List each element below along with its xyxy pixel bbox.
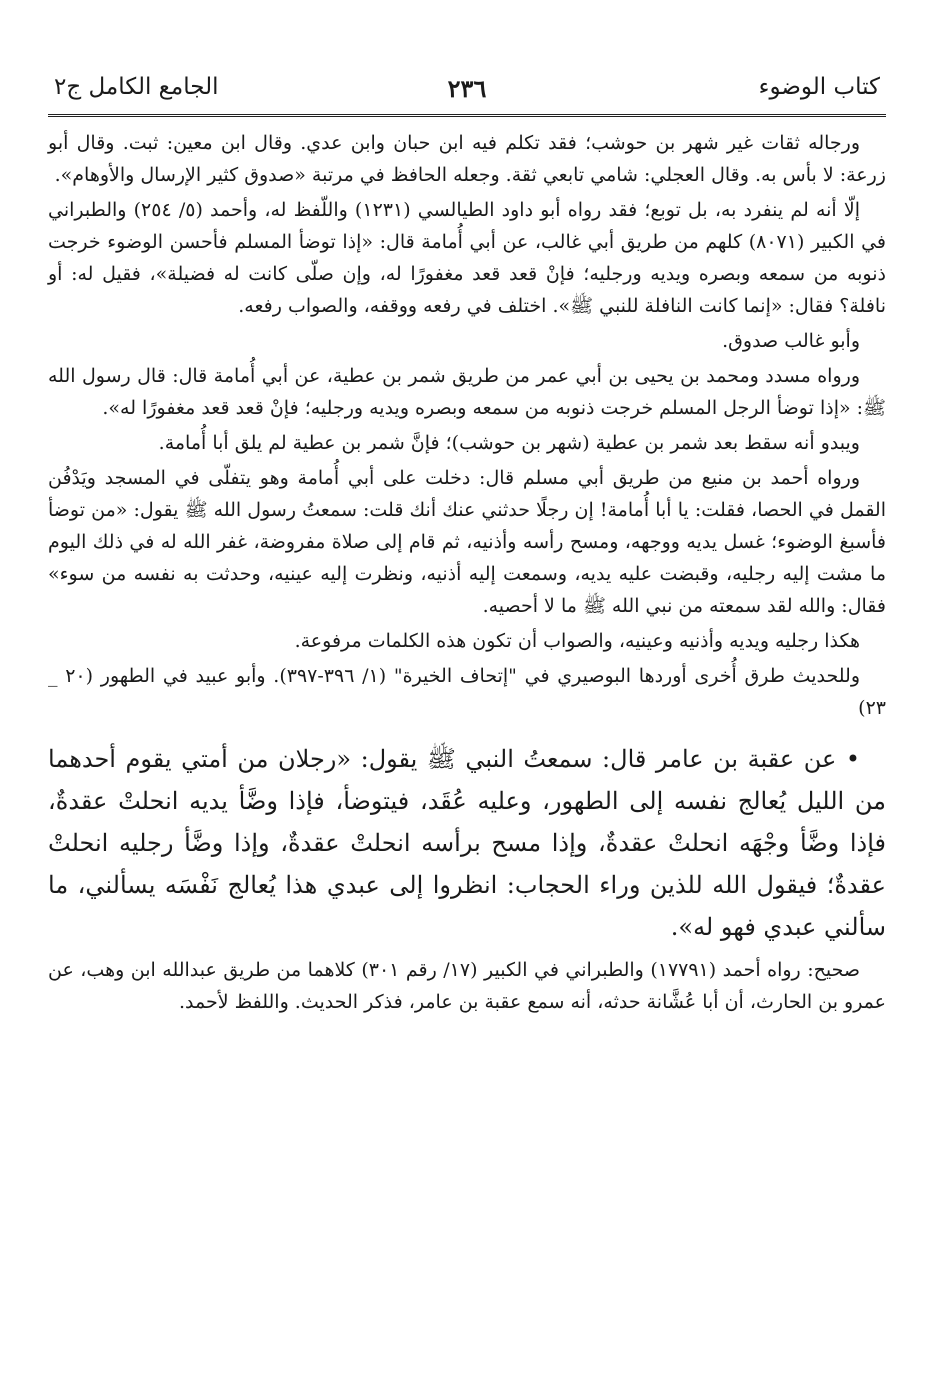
page-number: ٢٣٦ [447,74,487,103]
paragraph: وللحديث طرق أُخرى أوردها البوصيري في "إتحاف الخيرة" (١/ ٣٩٦-٣٩٧). وأبو عبيد في الطهور (٢٠ _ ٢٣) [48,665,886,719]
book-title: الجامع الكامل ج٢ [54,74,219,100]
paragraph: وأبو غالب صدوق. [722,330,860,352]
hadith-text-block [48,738,886,948]
paragraph: هكذا رجليه ويديه وأذنيه وعينيه، والصواب أن تكون هذه الكلمات مرفوعة. [294,630,860,652]
paragraph: ورواه مسدد ومحمد بن يحيى بن أبي عمر من طريق شمر بن عطية، عن أبي أُمامة قال: قال رسول الله ﷺ: «إذا توضأ الرجل المسلم خرجت ذنوبه من سمعه وبصره ويديه ورجليه؛ فإنْ قعد قعد مغفورًا له». [48,365,886,419]
page-body [48,127,886,1018]
chapter-title: كتاب الوضوء [758,74,880,100]
hadith-text: • عن عقبة بن عامر قال: سمعتُ النبي ﷺ يقول: «رجلان من أمتي يقوم أحدهما من الليل يُعالج نفسه إلى الطهور، وعليه عُقَد، فيتوضأ، فإذا وضَّأ يديه انحلتْ عقدةٌ، فإذا وضَّأ وجْهَه انحلتْ عقدةٌ، وإذا مسح برأسه انحلتْ عقدةٌ، وإذا وضَّأ رجليه انحلتْ عقدةٌ؛ فيقول الله للذين وراء الحجاب: انظروا إلى عبدي هذا يُعالج نَفْسَه يسألني، ما سألني عبدي فهو له». [48,745,887,941]
paragraph: ورجاله ثقات غير شهر بن حوشب؛ فقد تكلم فيه ابن حبان وابن عدي. وقال ابن معين: ثبت. وقال أبو زرعة: لا بأس به. وقال العجلي: شامي تابعي ثقة. وجعله الحافظ في مرتبة «صدوق كثير الإرسال والأوهام». [48,132,886,186]
paragraph: ورواه أحمد بن منيع من طريق أبي مسلم قال: دخلت على أبي أُمامة وهو يتفلّى في المسجد ويَدْفُن القمل في الحصا، فقلت: يا أبا أُمامة! إن رجلًا حدثني عنك أنك قلت: سمعتُ رسول الله ﷺ يقول: «من توضأ فأسبغ الوضوء؛ غسل يديه ووجهه، ومسح رأسه وأذنيه، ثم قام إلى صلاة مفروضة، غفر الله له في ذلك اليوم ما مشت إليه رجليه، وقبضت عليه يديه، وسمعت إليه أذنيه، ونظرت إليه عينيه، وحدثت به نفسه من سوء» فقال: والله لقد سمعته من نبي الله ﷺ ما لا أحصيه. [48,467,886,617]
paragraph: إلّا أنه لم ينفرد به، بل توبع؛ فقد رواه أبو داود الطيالسي (١٢٣١) واللّفظ له، وأحمد (٥/ ٢٥٤) والطبراني في الكبير (٨٠٧١) كلهم من طريق أبي غالب، عن أبي أُمامة قال: «إذا توضأ المسلم فأحسن الوضوء خرجت ذنوبه من سمعه وبصره ويديه ورجليه؛ فإنْ قعد قعد مغفورًا له، وإن صلّى كانت له فضيلة»، فقيل له: أو نافلة؟ فقال: «إنما كانت النافلة للنبي ﷺ». اختلف في رفعه ووقفه، والصواب رفعه. [48,199,886,317]
takhrij-paragraph: صحيح: رواه أحمد (١٧٧٩١) والطبراني في الكبير (١٧/ رقم ٣٠١) كلاهما من طريق عبدالله ابن وهب، عن عمرو بن الحارث، أن أبا عُشَّانة حدثه، أنه سمع عقبة بن عامر، فذكر الحديث. واللفظ لأحمد. [48,959,886,1013]
page-header [48,60,886,117]
paragraph: ويبدو أنه سقط بعد شمر بن عطية (شهر بن حوشب)؛ فإنَّ شمر بن عطية لم يلق أبا أُمامة. [158,432,860,454]
